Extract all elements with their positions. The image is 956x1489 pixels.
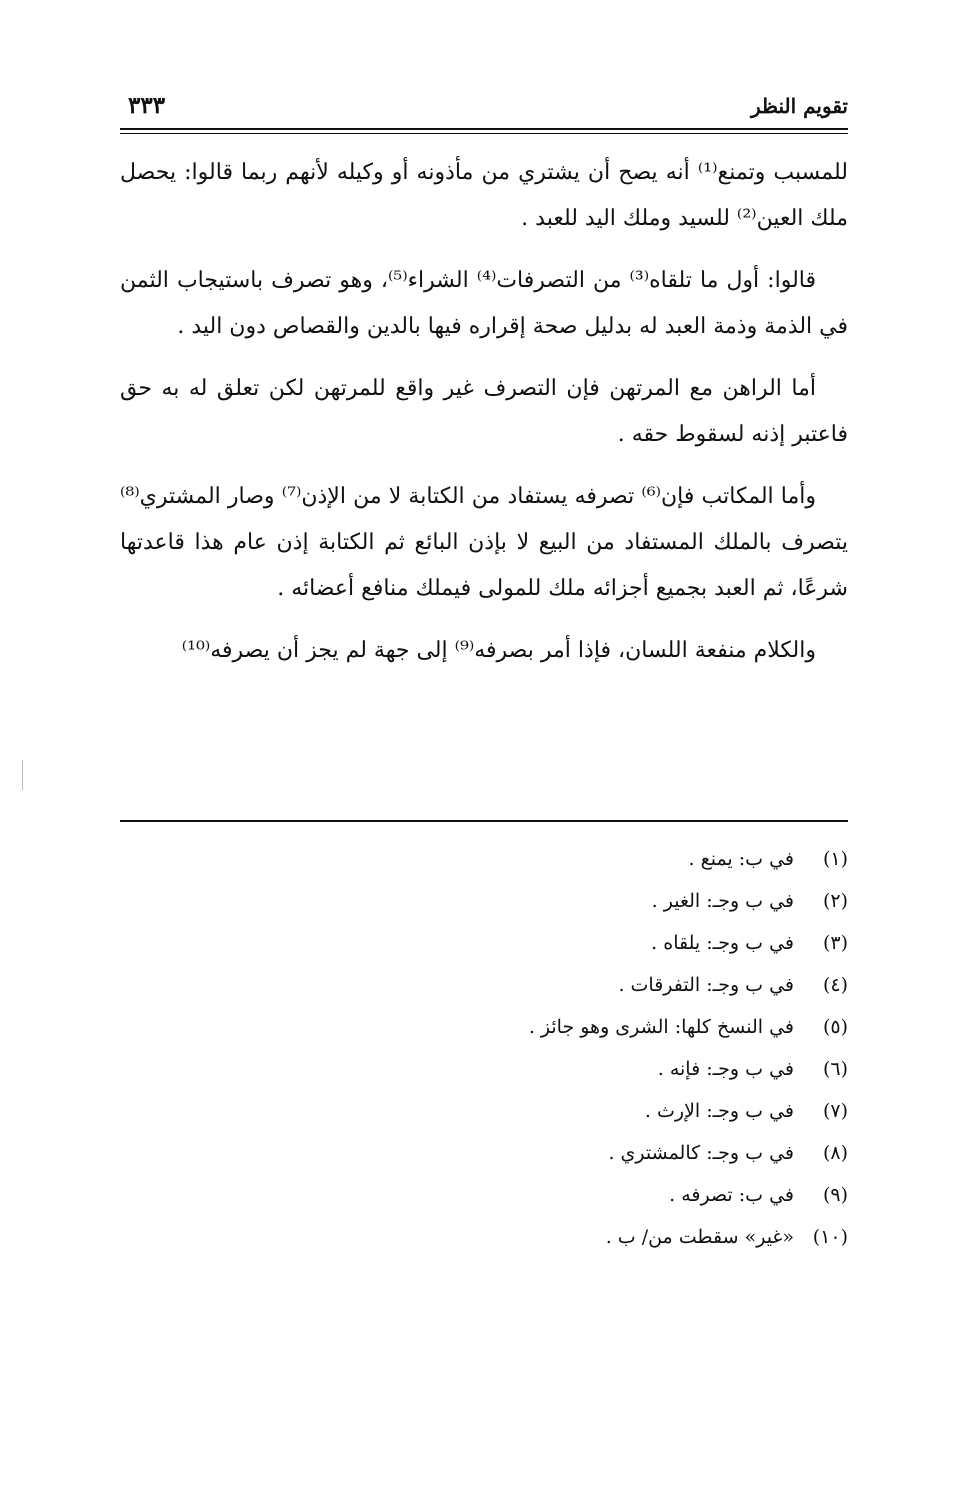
footnote-item	[248, 1090, 848, 1132]
footnote-number: (٤)	[822, 974, 848, 996]
running-head-title: تقويم النظر	[751, 94, 848, 118]
footnote-number: (٣)	[822, 932, 848, 954]
footnote-text: في ب وجـ: الإرث .	[644, 1100, 794, 1122]
footnote-item	[248, 1006, 848, 1048]
footnote-item	[248, 1174, 848, 1216]
footnote-item	[248, 1048, 848, 1090]
footnote-text: في ب وجـ: كالمشتري .	[608, 1142, 794, 1164]
paragraph: للمسبب وتمنع⁽¹⁾ أنه يصح أن يشتري من مأذونه أو وكيله لأنهم ربما قالوا: يحصل ملك العين⁽²⁾ للسيد وملك اليد للعبد .	[120, 160, 848, 231]
footnote-number: (٢)	[822, 890, 848, 912]
footnote-item	[248, 1132, 848, 1174]
footnote-number: (٩)	[822, 1184, 848, 1206]
margin-mark	[22, 760, 23, 790]
footnote-text: في ب: يمنع .	[688, 848, 794, 870]
footnote-item	[248, 880, 848, 922]
footnote-text: في ب وجـ: فإنه .	[657, 1058, 794, 1080]
footnote-text: في ب: تصرفه .	[669, 1184, 794, 1206]
footnote-text: في النسخ كلها: الشرى وهو جائز .	[528, 1016, 794, 1038]
main-text	[120, 150, 848, 690]
footnote-text: «غير» سقطت من/ ب .	[605, 1226, 794, 1248]
paragraph: وأما المكاتب فإن⁽⁶⁾ تصرفه يستفاد من الكتابة لا من الإذن⁽⁷⁾ وصار المشتري⁽⁸⁾ يتصرف بالملك المستفاد من البيع لا بإذن البائع ثم الكتابة إذن عام هذا قاعدتها شرعًا، ثم العبد بجميع أجزائه ملك للمولى فيملك منافع أعضائه .	[120, 484, 848, 601]
footnote-item	[248, 1216, 848, 1258]
footnotes	[248, 838, 848, 1258]
running-header	[120, 92, 848, 126]
footnote-number: (٥)	[822, 1016, 848, 1038]
footnote-number: (٨)	[822, 1142, 848, 1164]
footnote-item	[248, 964, 848, 1006]
footnote-text: في ب وجـ: التفرقات .	[618, 974, 794, 996]
footnote-separator	[120, 820, 848, 822]
footnote-number: (١)	[822, 848, 848, 870]
header-rule	[120, 128, 848, 130]
footnote-item	[248, 838, 848, 880]
paragraph: قالوا: أول ما تلقاه⁽³⁾ من التصرفات⁽⁴⁾ الشراء⁽⁵⁾، وهو تصرف باستيجاب الثمن في الذمة وذمة العبد له بدليل صحة إقراره فيها بالدين والقصاص دون اليد .	[120, 268, 848, 339]
footnote-number: (٦)	[822, 1058, 848, 1080]
paragraph: أما الراهن مع المرتهن فإن التصرف غير واقع للمرتهن لكن تعلق له به حق فاعتبر إذنه لسقوط حقه .	[120, 376, 848, 447]
footnote-number: (١٠)	[812, 1226, 848, 1248]
footnote-item	[248, 922, 848, 964]
footnote-text: في ب وجـ: يلقاه .	[651, 932, 794, 954]
footnote-number: (٧)	[822, 1100, 848, 1122]
page-number: ٣٣٣	[128, 92, 166, 119]
paragraph: والكلام منفعة اللسان، فإذا أمر بصرفه⁽⁹⁾ إلى جهة لم يجز أن يصرفه⁽¹⁰⁾	[181, 638, 816, 663]
footnote-text: في ب وجـ: الغير .	[651, 890, 794, 912]
header-rule-thin	[120, 133, 848, 134]
